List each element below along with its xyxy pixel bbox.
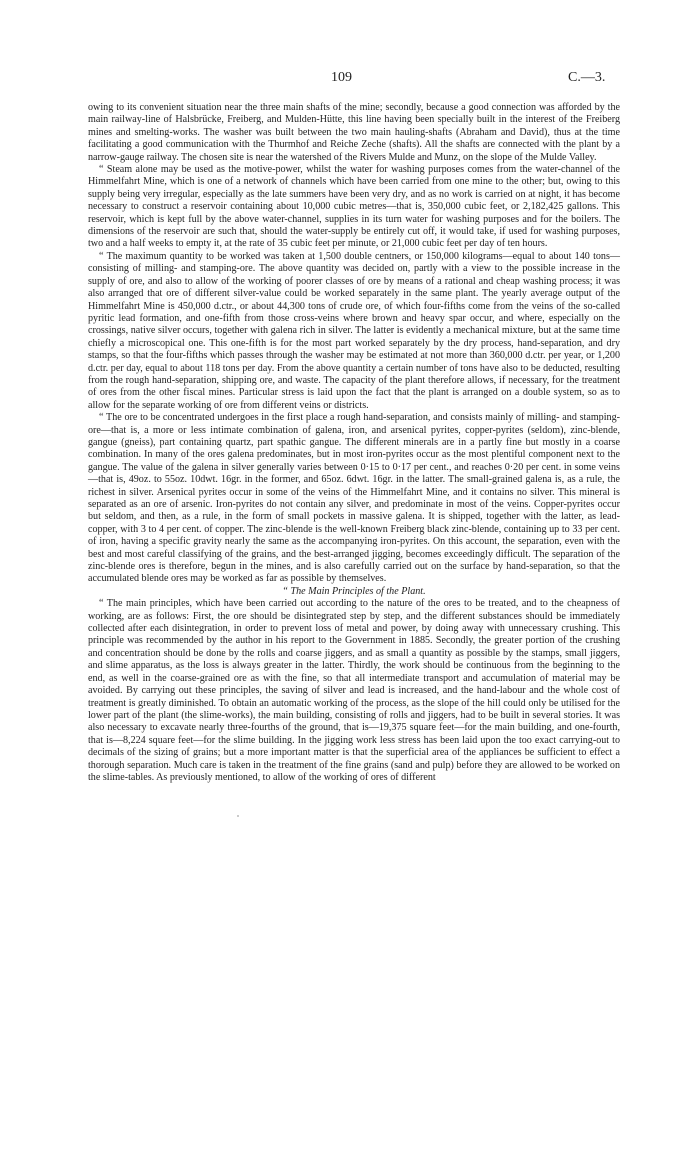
paragraph-5: “ The main principles, which have been carried out according to the nature of the ores to be treated, and to the cheapness of working, are as follows: First, the ore should be disintegrated step by step, and the different substances should be immediately collected after each disintegration, in order to prevent loss of metal and power, by doing away with unnecessary crushing. This principle was recommended by the author in his report to the Government in 1885. Secondly, the greater portion of the crushing and concentration should be done by the rolls and coarse jiggers, and as small a quantity as possible by the stamps, small jiggers, and slime apparatus, as the loss is always greater in the latter. Thirdly, the work should be continuous from the beginning to the end, as well in the coarse-grained ore as with the fine, so that all intermediate transport and accumulation of material may be avoided. By carrying out these principles, the saving of silver and lead is increased, and the hand-labour and the whole cost of treatment is greatly diminished. To obtain an automatic working of the process, as the slope of the hill could only be utilised for the lower part of the plant (the slime-works), the main building, consisting of rolls and jiggers, had to be built in several stories. It was also necessary to excavate nearly three-fourths of the ground, that is—19,375 square feet—for the main building, and one-fourth, that is—8,224 square feet—for the slime building. In the jigging work less stress has been laid upon the too exact carrying-out to decimals of the sizing of grains; but a more important matter is that the superficial area of the appliances be sufficient to effect a thorough separation. Much care is taken in the treatment of the fine grains (sand and pulp) before they are allowed to be worked on the slime-tables. As previously mentioned, to allow of the working of ores of different	[88, 598, 620, 783]
paragraph-4: “ The ore to be concentrated undergoes in the first place a rough hand-separation, and consists mainly of milling- and stamping-ore—that is, a more or less intimate combination of galena, iron, and arsenical pyrites, copper-pyrites (seldom), zinc-blende, gangue (gneiss), part containing quartz, part spathic gangue. The different minerals are in a partly fine but mostly in a coarse combination. In many of the ores galena predominates, but in most iron-pyrites occur as the most plentiful component next to the gangue. The value of the galena in silver generally varies between 0·15 to 0·17 per cent., and reaches 0·20 per cent. in some veins—that is, 49oz. to 55oz. 10dwt. 16gr. in the former, and 65oz. 6dwt. 16gr. in the latter. The small-grained galena is, as a rule, the richest in silver. Arsenical pyrites occur in some of the veins of the Himmelfahrt Mine, and it contains no silver. This mineral is separated as an ore of arsenic. Iron-pyrites do not contain any silver, and predominate in most of the veins. Copper-pyrites occur but seldom, and then, as a rule, in the form of small pockets in massive galena. It is shipped, together with the latter, as lead-copper, with 3 to 4 per cent. of copper. The zinc-blende is the well-known Freiberg black zinc-blende, containing up to 33 per cent. of iron, having a specific gravity nearly the same as the accompanying iron-pyrites. On this account, the separation, even with the best and most careful classifying of the grains, and the best-arranged jigging, becomes exceedingly difficult. The separation of the zinc-blende ores is therefore, begun in the mines, and is also carefully carried out on the surface by hand-separation, so that the accumulated blende ores may be worked as far as possible by themselves.	[88, 412, 620, 585]
page-header	[0, 70, 700, 88]
page-number: 109	[331, 70, 352, 85]
section-heading: “ The Main Principles of the Plant.	[282, 585, 426, 597]
document-reference: C.—3.	[568, 70, 606, 85]
paragraph-1: owing to its convenient situation near the three main shafts of the mine; secondly, because a good connection was afforded by the main railway-line of Halsbrücke, Freiberg, and Mulden-Hütte, this line having been specially built in the interest of the Freiberg mines and smelting-works. The washer was built between the two main hauling-shafts (Abraham and David), thus at the time facilitating a good communication with the Thurmhof and Reiche Zeche (shafts). All the shafts are connected with the plant by a narrow-gauge railway. The chosen site is near the watershed of the Rivers Mulde and Munz, on the slope of the Mulde Valley.	[88, 102, 620, 163]
paragraph-2: “ Steam alone may be used as the motive-power, whilst the water for washing purposes comes from the water-channel of the Himmelfahrt Mine, which is one of a network of channels which have been carried from one mine to the other; but, owing to this supply being very irregular, especially as the late summers have been very dry, and as no work is carried on at night, it has become necessary to construct a reservoir containing about 10,000 cubic metres—that is, 350,000 cubic feet, or 2,182,425 gallons. This reservoir, which is kept full by the above water-channel, supplies in its turn water for washing purposes and for the boilers. The dimensions of the reservoir are such that, should the water-supply be entirely cut off, it would take, if used for washing purposes, two and a half weeks to empty it, at the rate of 35 cubic feet per minute, or 21,000 cubic feet per day of ten hours.	[88, 164, 620, 250]
page-speck	[237, 815, 239, 817]
body-text	[88, 102, 620, 784]
paragraph-3: “ The maximum quantity to be worked was taken at 1,500 double centners, or 150,000 kilograms—equal to about 140 tons—consisting of milling- and stamping-ore. The above quantity was decided on, partly with a view to the possible increase in the supply of ore, and also to allow of the working of poorer classes of ore by means of a rational and cheap washing process; it was also arranged that ore of different silver-value could be worked separately in the same plant. The yearly average output of the Himmelfahrt Mine is 450,000 d.ctr., or about 44,300 tons of crude ore, of which four-fifths come from the veins of the so-called pyritic lead formation, and one-fifth from those cross-veins where brown and heavy spar occur, and where, especially on the crossings, native silver occurs, together with galena rich in silver. The latter is evidently a mechanical mixture, but at the same time chiefly a microscopical one. This one-fifth is for the most part worked separately by the dry process, hand-separation, and dry stamps, so that the four-fifths which passes through the washer may be estimated at not more than 360,000 d.ctr. per year, or 1,200 d.ctr. per day, equal to about 118 tons per day. From the above quantity a certain number of tons have also to be deducted, resulting from the rough hand-separation, shipping ore, and waste. The capacity of the plant therefore allows, if necessary, for the treatment of ores from the other fiscal mines. Particular stress is laid upon the fact that the plant is arranged on a double system, so as to allow for the separate working of ore from different veins or districts.	[88, 250, 620, 411]
